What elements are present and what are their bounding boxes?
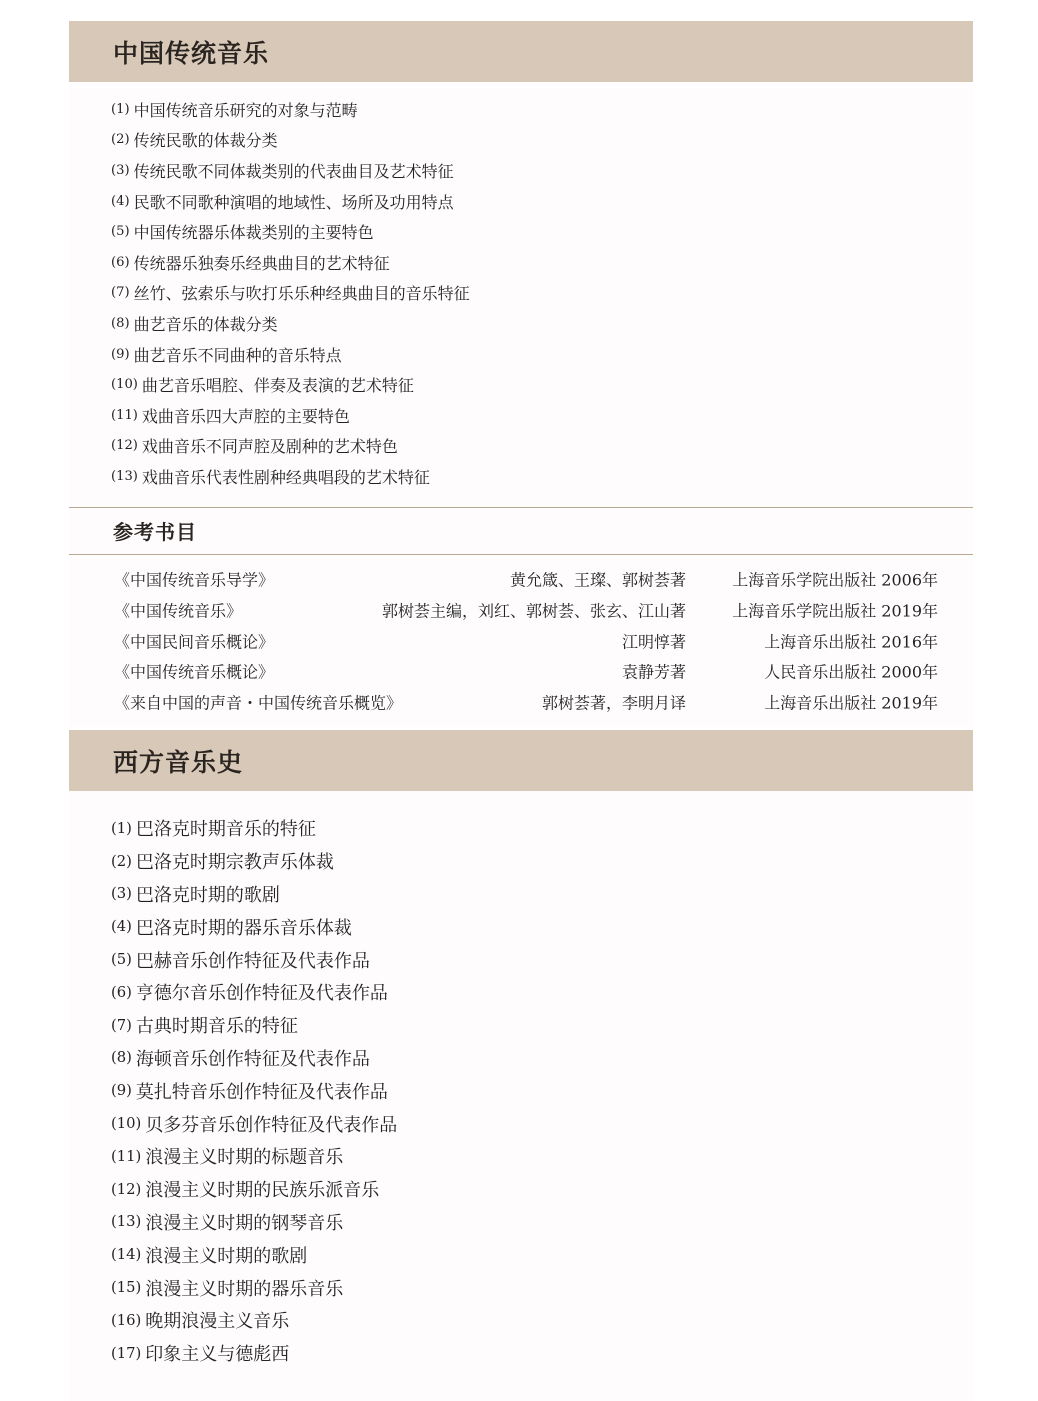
list-item [111, 94, 470, 125]
book-title: 《中国民间音乐概论》 [114, 632, 275, 652]
item-text: 曲艺音乐不同曲种的音乐特点 [133, 345, 342, 365]
list-item [111, 186, 470, 217]
book-author: 黄允箴、王璨、郭树荟著 [509, 570, 686, 590]
section-header-chinese-music [69, 21, 973, 82]
book-author: 江明惇著 [621, 632, 686, 652]
topic-list-western-music [111, 812, 397, 1370]
book-publisher: 上海音乐出版社 2019年 [764, 693, 938, 713]
list-item [111, 812, 397, 845]
list-item [111, 431, 470, 462]
item-text: 浪漫主义时期的器乐音乐 [145, 1278, 344, 1300]
item-number: (3) [111, 885, 132, 903]
item-number: (1) [111, 819, 132, 837]
item-text: 曲艺音乐的体裁分类 [133, 314, 278, 334]
item-text: 戏曲音乐不同声腔及剧种的艺术特色 [141, 437, 398, 457]
item-number: (12) [111, 1180, 142, 1198]
item-text: 古典时期音乐的特征 [135, 1016, 298, 1038]
item-text: 传统民歌的体裁分类 [133, 131, 278, 151]
item-text: 浪漫主义时期的标题音乐 [145, 1147, 344, 1169]
reference-row [114, 595, 938, 626]
item-text: 巴洛克时期音乐的特征 [135, 819, 316, 841]
item-text: 印象主义与德彪西 [145, 1344, 290, 1366]
book-title: 《中国传统音乐》 [114, 601, 243, 621]
list-item [111, 1337, 397, 1370]
book-publisher: 上海音乐学院出版社 2019年 [732, 601, 938, 621]
item-number: (8) [111, 1049, 132, 1067]
item-number: (17) [111, 1344, 142, 1362]
reference-row [114, 564, 938, 595]
list-item [111, 1042, 397, 1075]
item-text: 戏曲音乐代表性剧种经典唱段的艺术特征 [141, 467, 430, 487]
item-number: (2) [111, 132, 130, 148]
list-item [111, 1238, 397, 1271]
item-number: (6) [111, 254, 130, 270]
book-title: 《来自中国的声音・中国传统音乐概览》 [114, 693, 403, 713]
list-item [111, 1140, 397, 1173]
item-number: (5) [111, 951, 132, 969]
item-number: (7) [111, 1016, 132, 1034]
item-number: (10) [111, 1115, 142, 1133]
book-author: 郭树荟著，李明月译 [541, 693, 686, 713]
item-number: (5) [111, 224, 130, 240]
list-item [111, 1009, 397, 1042]
item-text: 巴洛克时期的歌剧 [135, 884, 280, 906]
item-text: 浪漫主义时期的民族乐派音乐 [145, 1180, 380, 1202]
item-text: 莫扎特音乐创作特征及代表作品 [135, 1081, 388, 1103]
list-item [111, 1173, 397, 1206]
item-text: 曲艺音乐唱腔、伴奏及表演的艺术特征 [141, 376, 414, 396]
item-number: (9) [111, 346, 130, 362]
item-text: 巴洛克时期宗教声乐体裁 [135, 852, 334, 874]
list-item [111, 247, 470, 278]
list-item [111, 369, 470, 400]
item-text: 浪漫主义时期的歌剧 [145, 1245, 308, 1267]
list-item [111, 216, 470, 247]
item-text: 民歌不同歌种演唱的地域性、场所及功用特点 [133, 192, 454, 212]
item-text: 贝多芬音乐创作特征及代表作品 [145, 1114, 398, 1136]
item-number: (15) [111, 1279, 142, 1297]
item-text: 巴洛克时期的器乐音乐体裁 [135, 917, 352, 939]
item-text: 中国传统音乐研究的对象与范畴 [133, 100, 358, 120]
divider [69, 554, 973, 555]
topic-list-chinese-music [111, 94, 470, 492]
item-number: (8) [111, 315, 130, 331]
list-item [111, 461, 470, 492]
list-item [111, 125, 470, 156]
item-text: 晚期浪漫主义音乐 [145, 1311, 290, 1333]
list-item [111, 308, 470, 339]
item-number: (11) [111, 407, 138, 423]
item-number: (1) [111, 101, 130, 117]
item-number: (12) [111, 438, 138, 454]
item-number: (13) [111, 1213, 142, 1231]
list-item [111, 339, 470, 370]
section-header-western-music [69, 730, 973, 791]
reference-row [114, 625, 938, 656]
list-item [111, 845, 397, 878]
item-number: (2) [111, 852, 132, 870]
item-number: (7) [111, 285, 130, 301]
item-text: 巴赫音乐创作特征及代表作品 [135, 950, 370, 972]
list-item [111, 1107, 397, 1140]
divider [69, 507, 973, 508]
book-author: 郭树荟主编，刘红、郭树荟、张玄、江山著 [381, 601, 686, 621]
item-text: 浪漫主义时期的钢琴音乐 [145, 1212, 344, 1234]
reference-row [114, 687, 938, 718]
list-item [111, 1206, 397, 1239]
item-number: (10) [111, 377, 138, 393]
references-table [114, 564, 938, 717]
item-number: (4) [111, 918, 132, 936]
section-title: 西方音乐史 [113, 747, 244, 777]
item-number: (13) [111, 468, 138, 484]
item-text: 戏曲音乐四大声腔的主要特色 [141, 406, 350, 426]
section-title: 中国传统音乐 [113, 38, 270, 68]
reference-row [114, 656, 938, 687]
references-title: 参考书目 [113, 520, 197, 544]
item-number: (11) [111, 1147, 142, 1165]
list-item [111, 1271, 397, 1304]
list-item [111, 976, 397, 1009]
item-number: (4) [111, 193, 130, 209]
list-item [111, 278, 470, 309]
book-title: 《中国传统音乐导学》 [114, 570, 275, 590]
item-number: (6) [111, 983, 132, 1001]
book-publisher: 人民音乐出版社 2000年 [764, 662, 938, 682]
list-item [111, 943, 397, 976]
list-item [111, 878, 397, 911]
item-number: (9) [111, 1082, 132, 1100]
item-number: (14) [111, 1246, 142, 1264]
book-publisher: 上海音乐学院出版社 2006年 [732, 570, 938, 590]
item-text: 海顿音乐创作特征及代表作品 [135, 1048, 370, 1070]
item-text: 丝竹、弦索乐与吹打乐乐种经典曲目的音乐特征 [133, 284, 470, 304]
item-number: (3) [111, 162, 130, 178]
item-text: 中国传统器乐体裁类别的主要特色 [133, 223, 374, 243]
book-title: 《中国传统音乐概论》 [114, 662, 275, 682]
list-item [111, 1074, 397, 1107]
item-number: (16) [111, 1311, 142, 1329]
book-publisher: 上海音乐出版社 2016年 [764, 632, 938, 652]
list-item [111, 1304, 397, 1337]
item-text: 传统民歌不同体裁类别的代表曲目及艺术特征 [133, 161, 454, 181]
book-author: 袁静芳著 [621, 662, 686, 682]
item-text: 亨德尔音乐创作特征及代表作品 [135, 983, 388, 1005]
list-item [111, 400, 470, 431]
item-text: 传统器乐独奏乐经典曲目的艺术特征 [133, 253, 390, 273]
list-item [111, 155, 470, 186]
list-item [111, 910, 397, 943]
